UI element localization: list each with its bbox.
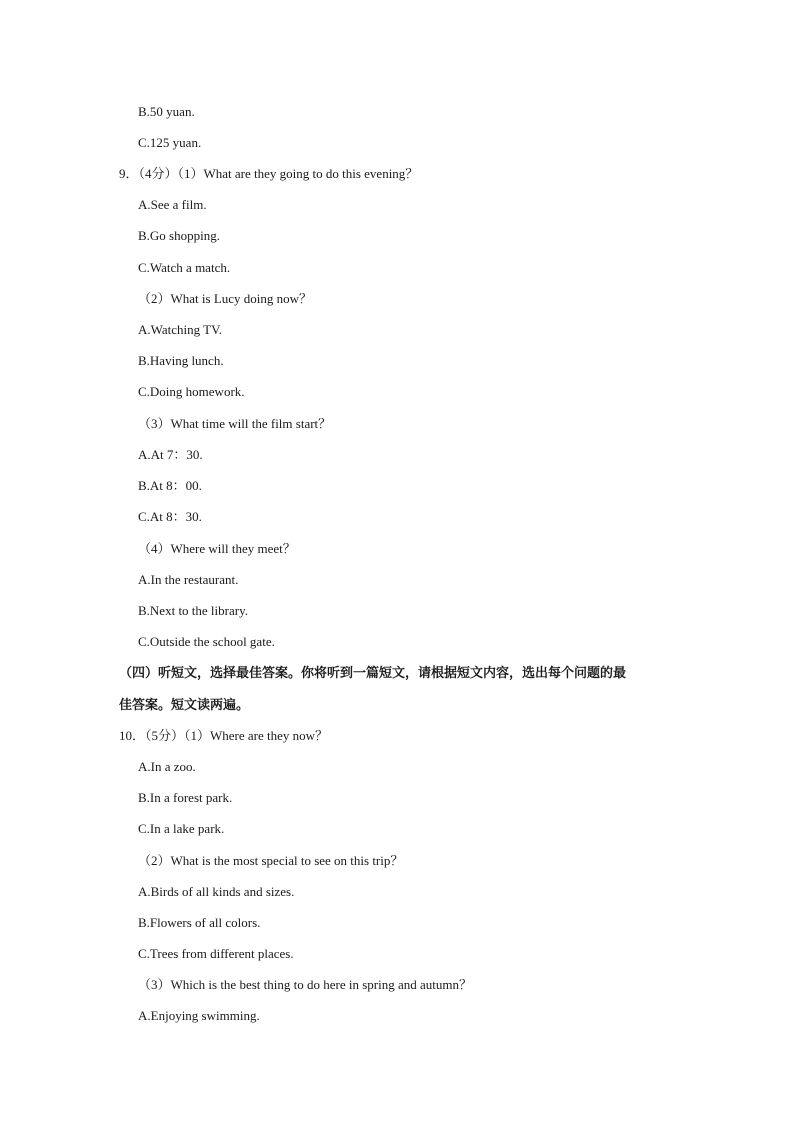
q8-option-c: C.125 yuan. — [138, 135, 202, 150]
q10-3-stem: （3）Which is the best thing to do here in spring and autumn？ — [138, 977, 472, 992]
q9-2-option-b: B.Having lunch. — [138, 353, 224, 368]
q9-stem: 9．（4分）（1）What are they going to do this evening？ — [119, 166, 419, 181]
q10-2-option-a: A.Birds of all kinds and sizes. — [138, 884, 295, 899]
q9-2-stem: （2）What is Lucy doing now？ — [138, 291, 313, 306]
q9-3-option-a: A.At 7：30. — [138, 447, 203, 462]
q10-1-option-a: A.In a zoo. — [138, 759, 196, 774]
q10-1-option-c: C.In a lake park. — [138, 821, 225, 836]
q10-2-stem: （2）What is the most special to see on this trip？ — [138, 853, 404, 868]
q9-3-option-b: B.At 8：00. — [138, 478, 202, 493]
section4-instruction-line2: 佳答案。短文读两遍。 — [119, 697, 250, 712]
q10-2-option-b: B.Flowers of all colors. — [138, 915, 261, 930]
q8-option-b: B.50 yuan. — [138, 104, 195, 119]
q9-3-option-c: C.At 8：30. — [138, 509, 202, 524]
q9-4-option-a: A.In the restaurant. — [138, 572, 239, 587]
q9-3-stem: （3）What time will the film start？ — [138, 416, 332, 431]
q9-4-stem: （4）Where will they meet？ — [138, 541, 296, 556]
q10-1-option-b: B.In a forest park. — [138, 790, 233, 805]
q9-1-option-b: B.Go shopping. — [138, 228, 220, 243]
q9-1-option-a: A.See a film. — [138, 197, 207, 212]
q9-2-option-c: C.Doing homework. — [138, 384, 245, 399]
q10-2-option-c: C.Trees from different places. — [138, 946, 294, 961]
q10-stem: 10．（5分）（1）Where are they now？ — [119, 728, 329, 743]
section4-instruction-line1: （四）听短文，选择最佳答案。你将听到一篇短文，请根据短文内容，选出每个问题的最 — [119, 665, 627, 680]
q9-2-option-a: A.Watching TV. — [138, 322, 223, 337]
q9-1-option-c: C.Watch a match. — [138, 260, 231, 275]
q10-3-option-a: A.Enjoying swimming. — [138, 1008, 260, 1023]
q9-4-option-c: C.Outside the school gate. — [138, 634, 275, 649]
q9-4-option-b: B.Next to the library. — [138, 603, 248, 618]
